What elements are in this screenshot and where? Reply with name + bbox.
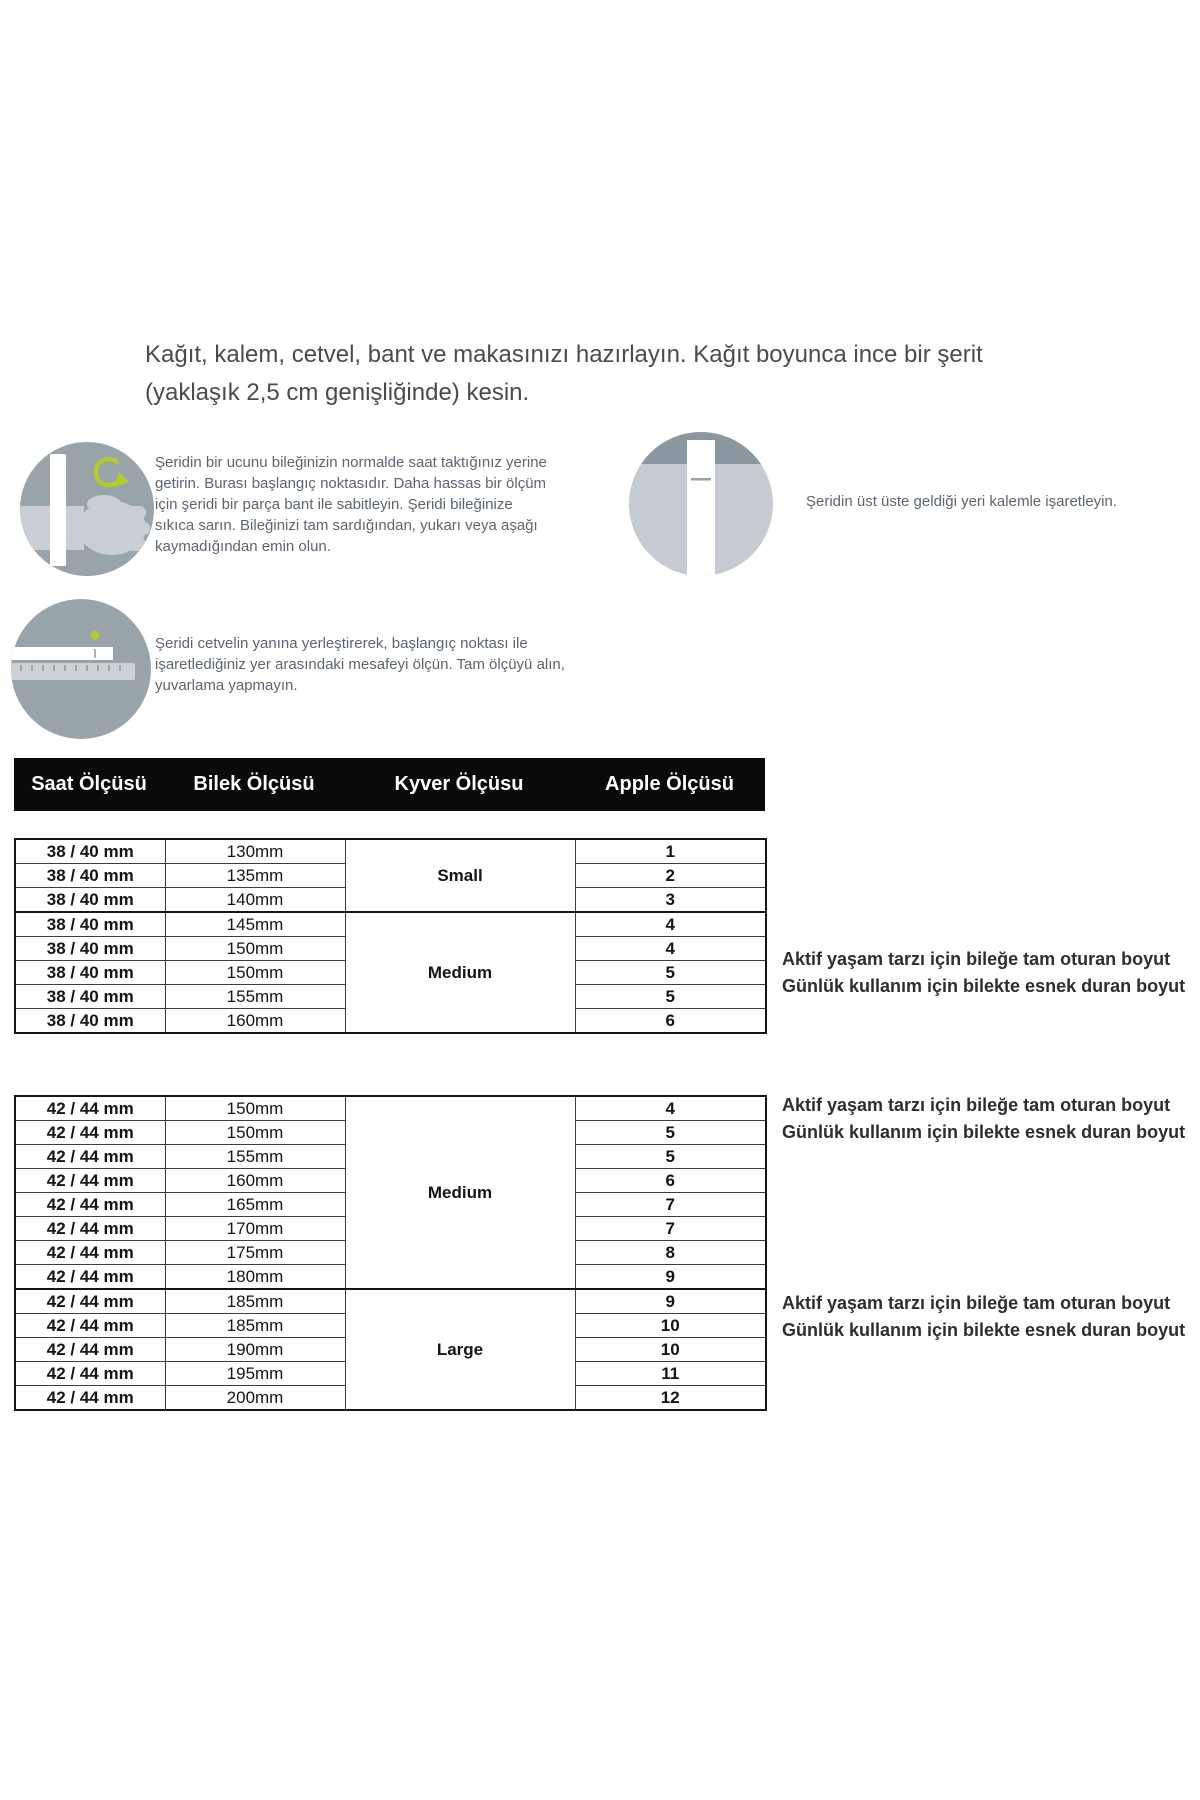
fit-note-3 [782,1290,1185,1344]
fit-note-line-daily: Günlük kullanım için bilekte esnek duran boyut [782,976,1186,996]
apple-size-cell: 1 [575,839,766,864]
table-row [15,1289,766,1314]
wrist-size-cell: 150mm [165,961,345,985]
apple-size-cell: 4 [575,937,766,961]
wrist-size-cell: 145mm [165,912,345,937]
apple-size-cell: 12 [575,1386,766,1411]
watch-size-cell: 38 / 40 mm [15,912,165,937]
wrist-size-cell: 190mm [165,1338,345,1362]
watch-size-cell: 42 / 44 mm [15,1386,165,1411]
page-title-line2: (yaklaşık 2,5 cm genişliğinde) kesin. [145,379,530,406]
table-row [15,912,766,937]
watch-size-cell: 42 / 44 mm [15,1265,165,1290]
apple-size-cell: 5 [575,961,766,985]
watch-size-cell: 42 / 44 mm [15,1145,165,1169]
fit-note-line-active: Aktif yaşam tarzı için bileğe tam oturan boyut [782,949,1171,969]
watch-size-cell: 42 / 44 mm [15,1362,165,1386]
watch-size-cell: 42 / 44 mm [15,1241,165,1265]
apple-size-cell: 9 [575,1265,766,1290]
page-title [145,336,1005,412]
fit-note-1 [782,946,1185,1000]
apple-size-cell: 5 [575,1145,766,1169]
watch-size-cell: 42 / 44 mm [15,1096,165,1121]
watch-size-cell: 42 / 44 mm [15,1193,165,1217]
wrist-size-cell: 155mm [165,985,345,1009]
wrist-size-cell: 195mm [165,1362,345,1386]
wrist-size-cell: 140mm [165,888,345,913]
kyver-size-cell: Medium [345,912,575,1033]
fit-note-line-daily: Günlük kullanım için bilekte esnek duran boyut [782,1122,1186,1142]
table-row [15,839,766,864]
apple-size-cell: 7 [575,1217,766,1241]
wrist-size-cell: 180mm [165,1265,345,1290]
watch-size-cell: 38 / 40 mm [15,864,165,888]
apple-size-cell: 3 [575,888,766,913]
kyver-size-cell: Small [345,839,575,912]
apple-size-cell: 5 [575,1121,766,1145]
wrist-size-cell: 170mm [165,1217,345,1241]
fit-note-2 [782,1092,1185,1146]
size-table-group-42-44 [14,1095,767,1411]
apple-size-cell: 9 [575,1289,766,1314]
watch-size-cell: 42 / 44 mm [15,1338,165,1362]
size-table-header [14,758,765,811]
page-title-line1: Kağıt, kalem, cetvel, bant ve makasınızı hazırlayın. Kağıt boyunca ince bir şerit [145,341,983,368]
wrist-size-cell: 185mm [165,1314,345,1338]
wrist-size-cell: 150mm [165,1121,345,1145]
watch-size-cell: 42 / 44 mm [15,1121,165,1145]
column-header-watch-size: Saat Ölçüsü [31,773,147,795]
table-row [15,1096,766,1121]
apple-size-cell: 4 [575,912,766,937]
ruler-icon [9,597,153,746]
wrist-size-cell: 130mm [165,839,345,864]
instruction-text-wrap-strip: Şeridin bir ucunu bileğinizin normalde saat taktığınız yerine getirin. Burası başlangıç noktasıdır. Daha hassas bir ölçüm için şeridi bir parça bant ile sabitleyin. Şeridi bileğinize sıkıca sarın. Bileğinizi tam sardığından, yukarı veya aşağı kaymadığından emin olun. [155,454,547,555]
instruction-text-measure-ruler: Şeridi cetvelin yanına yerleştirerek, başlangıç noktası ile işaretlediğiniz yer arasındaki mesafeyi ölçün. Tam ölçüyü alın, yuvarlama yapmayın. [155,635,565,694]
watch-size-cell: 42 / 44 mm [15,1217,165,1241]
strip-overlap-icon [627,430,775,583]
column-header-kyver-size: Kyver Ölçüsu [394,773,524,795]
fit-note-line-active: Aktif yaşam tarzı için bileğe tam oturan boyut [782,1293,1171,1313]
size-table-group-38-40 [14,838,767,1034]
apple-size-cell: 11 [575,1362,766,1386]
apple-size-cell: 4 [575,1096,766,1121]
fit-note-line-daily: Günlük kullanım için bilekte esnek duran boyut [782,1320,1186,1340]
column-header-apple-size: Apple Ölçüsü [605,773,734,795]
watch-size-cell: 38 / 40 mm [15,1009,165,1034]
wrist-size-cell: 135mm [165,864,345,888]
fit-note-line-active: Aktif yaşam tarzı için bileğe tam oturan boyut [782,1095,1171,1115]
wrist-size-cell: 160mm [165,1009,345,1034]
apple-size-cell: 6 [575,1009,766,1034]
watch-size-cell: 42 / 44 mm [15,1289,165,1314]
wrist-size-cell: 160mm [165,1169,345,1193]
apple-size-cell: 10 [575,1338,766,1362]
wrist-measure-icon [20,442,154,581]
wrist-size-cell: 150mm [165,937,345,961]
wrist-size-cell: 155mm [165,1145,345,1169]
wrist-size-cell: 175mm [165,1241,345,1265]
apple-size-cell: 2 [575,864,766,888]
apple-size-cell: 8 [575,1241,766,1265]
watch-size-cell: 42 / 44 mm [15,1169,165,1193]
column-header-wrist-size: Bilek Ölçüsü [193,773,315,795]
wrist-size-cell: 200mm [165,1386,345,1411]
apple-size-cell: 10 [575,1314,766,1338]
kyver-size-cell: Large [345,1289,575,1410]
apple-size-cell: 5 [575,985,766,1009]
watch-size-cell: 38 / 40 mm [15,961,165,985]
apple-size-cell: 6 [575,1169,766,1193]
wrist-size-cell: 150mm [165,1096,345,1121]
apple-size-cell: 7 [575,1193,766,1217]
wrist-size-cell: 185mm [165,1289,345,1314]
watch-size-cell: 38 / 40 mm [15,937,165,961]
watch-size-cell: 38 / 40 mm [15,985,165,1009]
kyver-size-cell: Medium [345,1096,575,1289]
wrist-size-cell: 165mm [165,1193,345,1217]
instruction-text-mark-overlap: Şeridin üst üste geldiği yeri kalemle işaretleyin. [806,493,1117,510]
watch-size-cell: 38 / 40 mm [15,839,165,864]
watch-size-cell: 38 / 40 mm [15,888,165,913]
watch-size-cell: 42 / 44 mm [15,1314,165,1338]
